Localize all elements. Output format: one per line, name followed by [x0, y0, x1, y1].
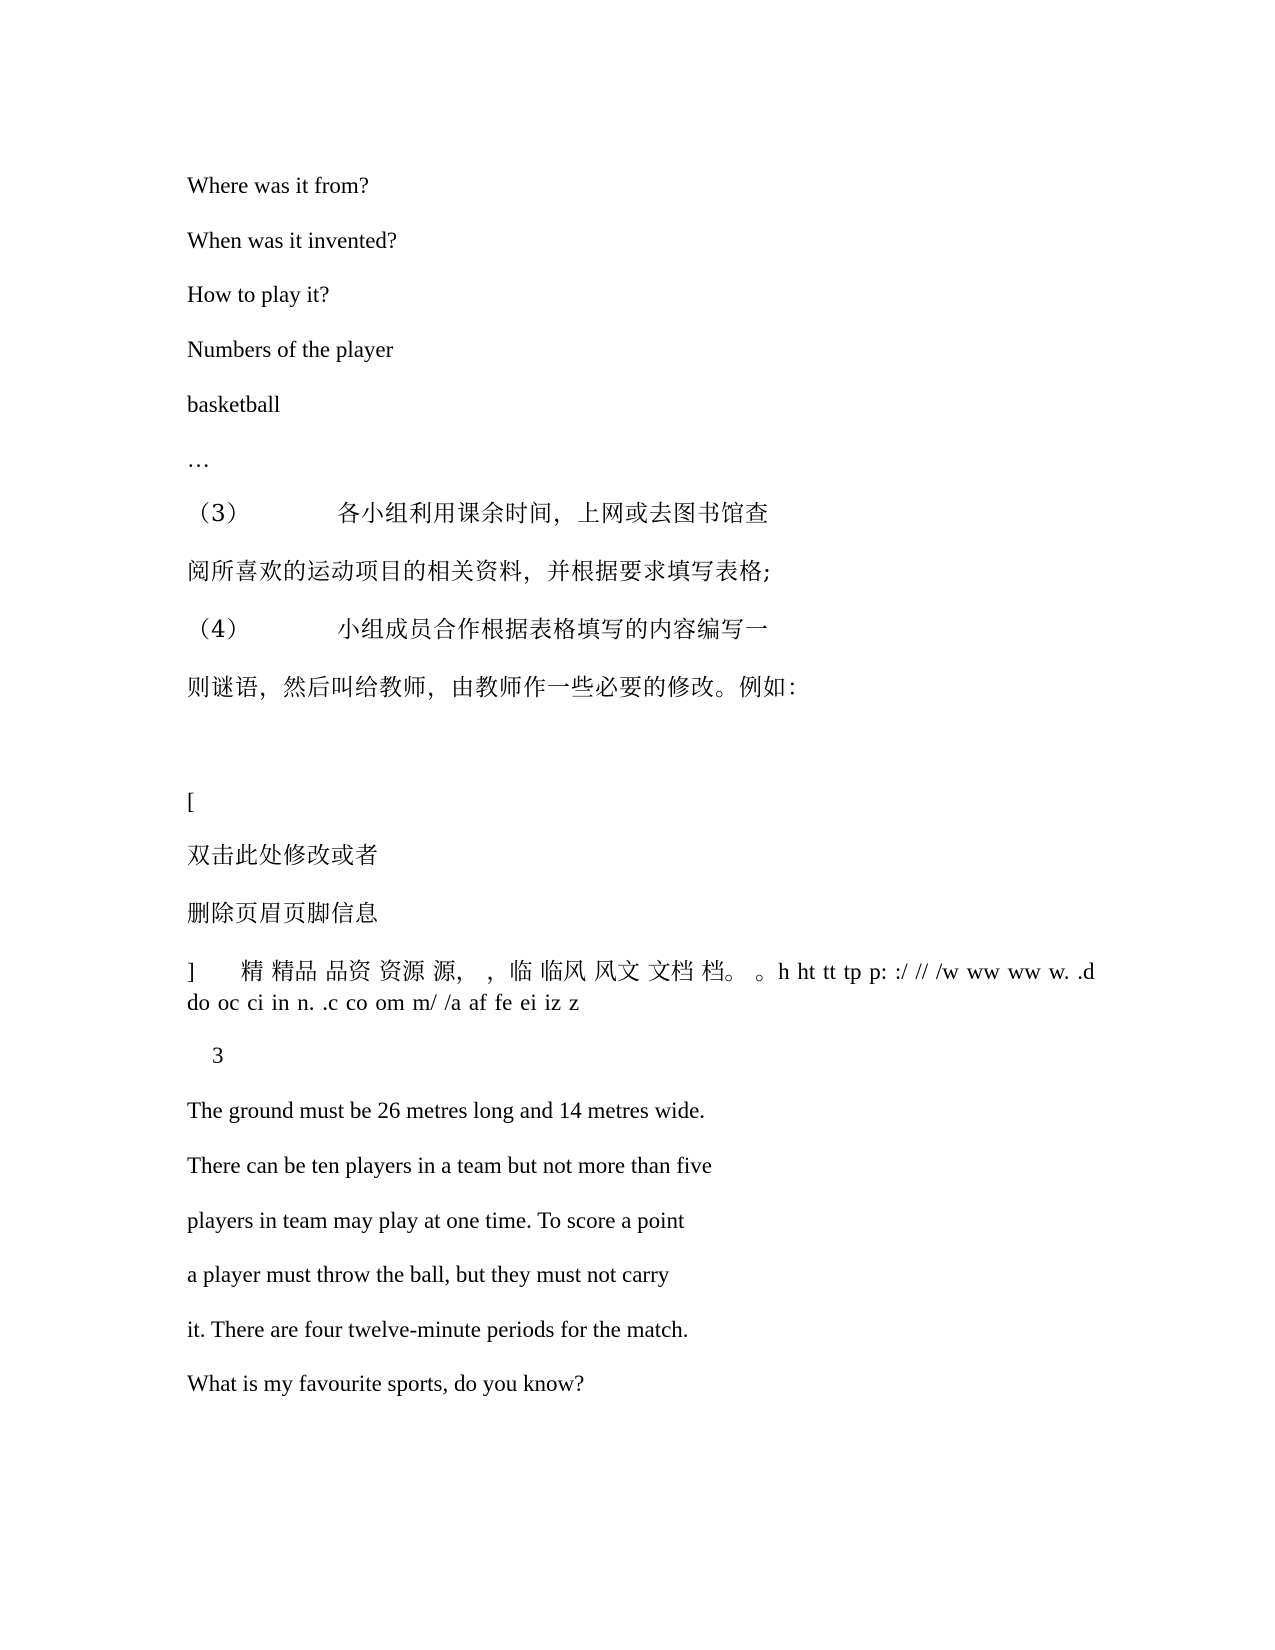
question-origin: Where was it from? [187, 173, 370, 198]
question-invented: When was it invented? [187, 228, 398, 253]
question-how-to-play: How to play it? [187, 282, 330, 307]
step-4-line-1 [187, 616, 769, 644]
step-3-line-2: 阅所喜欢的运动项目的相关资料，并根据要求填写表格; [187, 559, 772, 585]
header-notice-line-2[interactable]: 删除页眉页脚信息 [187, 901, 379, 927]
riddle-line-4: a player must throw the ball, but they must not carry [187, 1262, 670, 1287]
sport-example: basketball [187, 392, 281, 417]
riddle-line-3: players in team may play at one time. To score a point [187, 1208, 685, 1233]
page-number: 3 [212, 1043, 224, 1068]
header-notice-line-1[interactable]: 双击此处修改或者 [187, 843, 379, 869]
step-4-text: 小组成员合作根据表格填写的内容编写一 [337, 617, 769, 643]
question-number-of-players: Numbers of the player [187, 337, 394, 362]
riddle-line-2: There can be ten players in a team but not more than five [187, 1153, 712, 1178]
step-4-line-2: 则谜语，然后叫给教师，由教师作一些必要的修改。例如： [187, 675, 811, 701]
step-3-line-1 [187, 500, 769, 528]
riddle-question: What is my favourite sports, do you know? [187, 1371, 585, 1396]
watermark-text: ] 精 精品 品资 资源 源， ，临 临风 风文 文档 档。 。h ht tt tp p: :/ // /w ww ww w. .d do oc ci in n. .c co om m/ /a af fe ei iz z [187, 959, 1095, 1015]
header-notice-open-bracket: [ [187, 789, 195, 814]
step-3-text: 各小组利用课余时间，上网或去图书馆查 [337, 501, 769, 527]
riddle-line-5: it. There are four twelve-minute periods for the match. [187, 1317, 689, 1342]
riddle-line-1: The ground must be 26 metres long and 14 metres wide. [187, 1098, 706, 1123]
ellipsis: … [187, 447, 210, 472]
step-4-number: （4） [187, 617, 251, 643]
step-3-number: （3） [187, 501, 251, 527]
